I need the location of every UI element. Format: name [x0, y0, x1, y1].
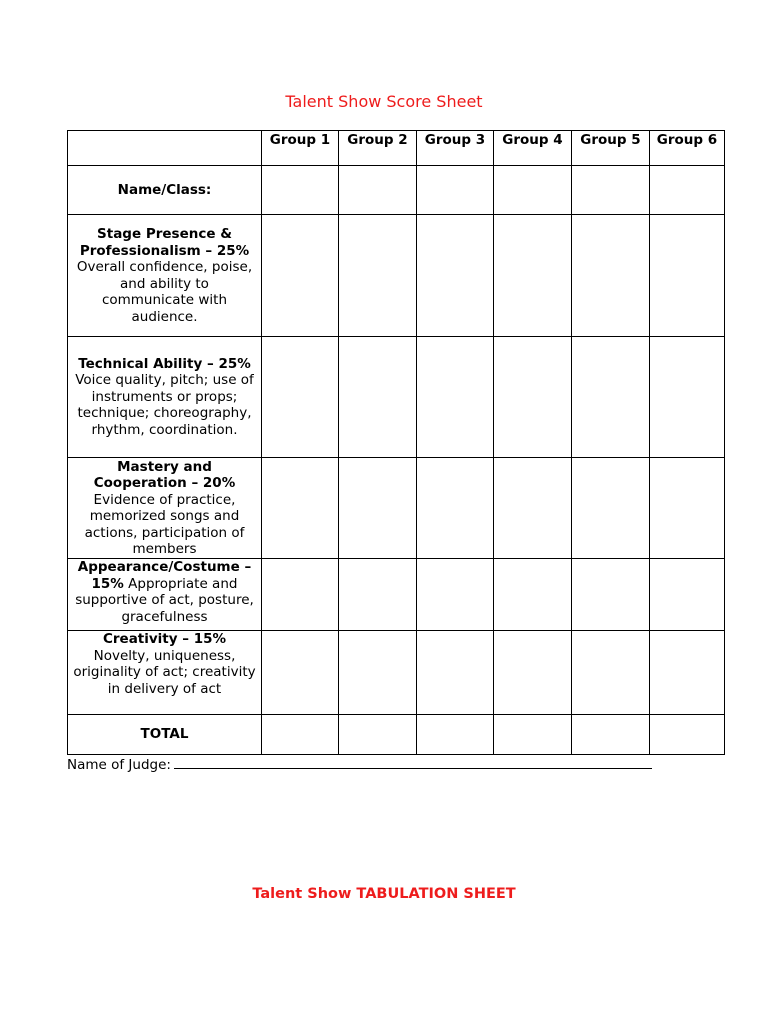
table-row	[68, 631, 725, 715]
score-cell[interactable]	[494, 715, 572, 755]
judge-name-line[interactable]	[174, 755, 652, 769]
tabulation-title: Talent Show TABULATION SHEET	[252, 886, 516, 902]
criterion-description: Appropriate and supportive of act, posture, gracefulness	[75, 575, 254, 625]
column-header-group-4: Group 4	[494, 131, 572, 166]
score-cell[interactable]	[417, 559, 494, 631]
score-cell[interactable]	[650, 337, 725, 458]
score-cell[interactable]	[572, 631, 650, 715]
score-cell[interactable]	[262, 166, 339, 215]
table-row	[68, 458, 725, 559]
criterion-stage-presence	[68, 215, 262, 337]
column-header-group-3: Group 3	[417, 131, 494, 166]
score-cell[interactable]	[339, 337, 417, 458]
column-header-group-6: Group 6	[650, 131, 725, 166]
score-cell[interactable]	[650, 715, 725, 755]
criterion-description: Evidence of practice, memorized songs and actions, participation of members	[84, 491, 245, 557]
score-cell[interactable]	[417, 458, 494, 559]
criterion-description: Novelty, uniqueness, originality of act; creativity in delivery of act	[73, 647, 256, 697]
criterion-title: Creativity – 15%	[102, 631, 227, 647]
score-cell[interactable]	[650, 458, 725, 559]
score-cell[interactable]	[494, 631, 572, 715]
score-cell[interactable]	[494, 458, 572, 559]
score-cell[interactable]	[650, 166, 725, 215]
table-row	[68, 715, 725, 755]
header-blank-cell	[68, 131, 262, 166]
criterion-description: Overall confidence, poise, and ability to communicate with audience.	[76, 259, 253, 325]
page-title: Talent Show Score Sheet	[285, 92, 483, 111]
score-cell[interactable]	[494, 337, 572, 458]
score-cell[interactable]	[262, 337, 339, 458]
criterion-title: Mastery and Cooperation – 20%	[93, 458, 236, 491]
criterion-name-class	[68, 166, 262, 215]
criterion-title: Stage Presence & Professionalism – 25%	[79, 226, 250, 259]
column-header-group-5: Group 5	[572, 131, 650, 166]
table-row	[68, 215, 725, 337]
criterion-appearance-costume	[68, 559, 262, 631]
score-cell[interactable]	[650, 215, 725, 337]
criterion-description: Voice quality, pitch; use of instruments or props; technique; choreography, rhythm, coordination.	[75, 372, 254, 438]
score-cell[interactable]	[494, 215, 572, 337]
score-cell[interactable]	[417, 337, 494, 458]
criterion-title: Technical Ability – 25%	[78, 355, 251, 372]
criterion-title: TOTAL	[140, 726, 189, 743]
score-cell[interactable]	[572, 166, 650, 215]
judge-label: Name of Judge:	[67, 757, 171, 773]
score-cell[interactable]	[262, 715, 339, 755]
table-row	[68, 166, 725, 215]
score-cell[interactable]	[572, 458, 650, 559]
score-cell[interactable]	[339, 458, 417, 559]
score-cell[interactable]	[262, 458, 339, 559]
score-cell[interactable]	[494, 559, 572, 631]
score-cell[interactable]	[339, 215, 417, 337]
score-cell[interactable]	[572, 715, 650, 755]
score-cell[interactable]	[339, 166, 417, 215]
score-cell[interactable]	[417, 166, 494, 215]
score-cell[interactable]	[650, 631, 725, 715]
score-cell[interactable]	[572, 215, 650, 337]
table-row	[68, 337, 725, 458]
score-cell[interactable]	[262, 631, 339, 715]
score-cell[interactable]	[339, 715, 417, 755]
criterion-total	[68, 715, 262, 755]
criterion-title: Appearance/Costume – 15%	[77, 559, 252, 592]
criterion-technical-ability	[68, 337, 262, 458]
criterion-title: Name/Class:	[117, 181, 212, 198]
score-cell[interactable]	[494, 166, 572, 215]
criterion-creativity	[68, 631, 262, 715]
column-header-group-1: Group 1	[262, 131, 339, 166]
score-cell[interactable]	[572, 337, 650, 458]
score-cell[interactable]	[417, 215, 494, 337]
score-cell[interactable]	[572, 559, 650, 631]
criterion-mastery-cooperation	[68, 458, 262, 559]
score-cell[interactable]	[417, 715, 494, 755]
header-row	[68, 131, 725, 166]
score-cell[interactable]	[262, 215, 339, 337]
score-cell[interactable]	[339, 631, 417, 715]
judge-signature	[67, 755, 652, 773]
table-row	[68, 559, 725, 631]
score-cell[interactable]	[650, 559, 725, 631]
score-cell[interactable]	[417, 631, 494, 715]
score-table	[67, 130, 725, 755]
score-cell[interactable]	[339, 559, 417, 631]
column-header-group-2: Group 2	[339, 131, 417, 166]
score-cell[interactable]	[262, 559, 339, 631]
